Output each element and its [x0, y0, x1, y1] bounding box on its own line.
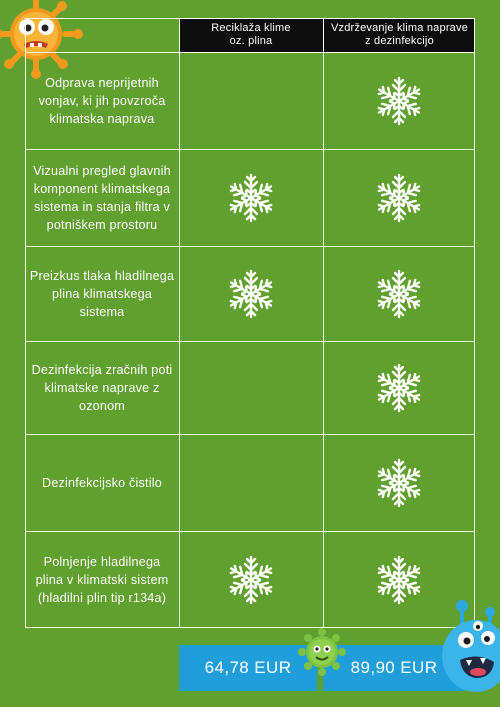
table-line [474, 18, 475, 628]
row-label-visual-inspection: Vizualni pregled glavnih komponent klimatskega sistema in stanja filtra v potniškem prostoru [33, 164, 171, 232]
snowflake-icon [373, 362, 425, 414]
comparison-table [25, 18, 475, 628]
row-label-ozone-disinfection: Dezinfekcija zračnih poti klimatske naprave z ozonom [31, 363, 173, 413]
snowflake-icon [373, 457, 425, 509]
row-label-gas-refill: Polnjenje hladilnega plina v klimatski sistem (hladilni plin tip r134a) [35, 554, 169, 605]
snowflake-icon [225, 172, 277, 224]
snowflake-icon [373, 75, 425, 127]
row-label-disinfectant: Dezinfekcijsko čistilo [42, 476, 162, 490]
blue-monster-mascot-icon [432, 596, 500, 696]
snowflake-icon [373, 172, 425, 224]
table-line [323, 18, 324, 628]
table-line [25, 18, 475, 19]
price-maintenance: 89,90 EUR [323, 645, 465, 691]
table-line [25, 18, 26, 628]
row-label-pressure-test: Preizkus tlaka hladilnega plina klimatskega sistema [29, 269, 175, 319]
header-maintenance: Vzdrževanje klima naprave z dezinfekcijo [324, 18, 475, 52]
table-line [25, 627, 475, 628]
snowflake-icon [225, 554, 277, 606]
header-recycling: Reciklaža klime oz. plina [179, 18, 323, 52]
table-line [179, 18, 180, 628]
snowflake-icon [373, 554, 425, 606]
snowflake-icon [225, 268, 277, 320]
price-recycling: 64,78 EUR [179, 645, 317, 691]
green-virus-mascot-icon [296, 626, 348, 678]
row-label-odors: Odprava neprijetnih vonjav, ki jih povzroča klimatska naprava [38, 76, 166, 126]
snowflake-icon [373, 268, 425, 320]
